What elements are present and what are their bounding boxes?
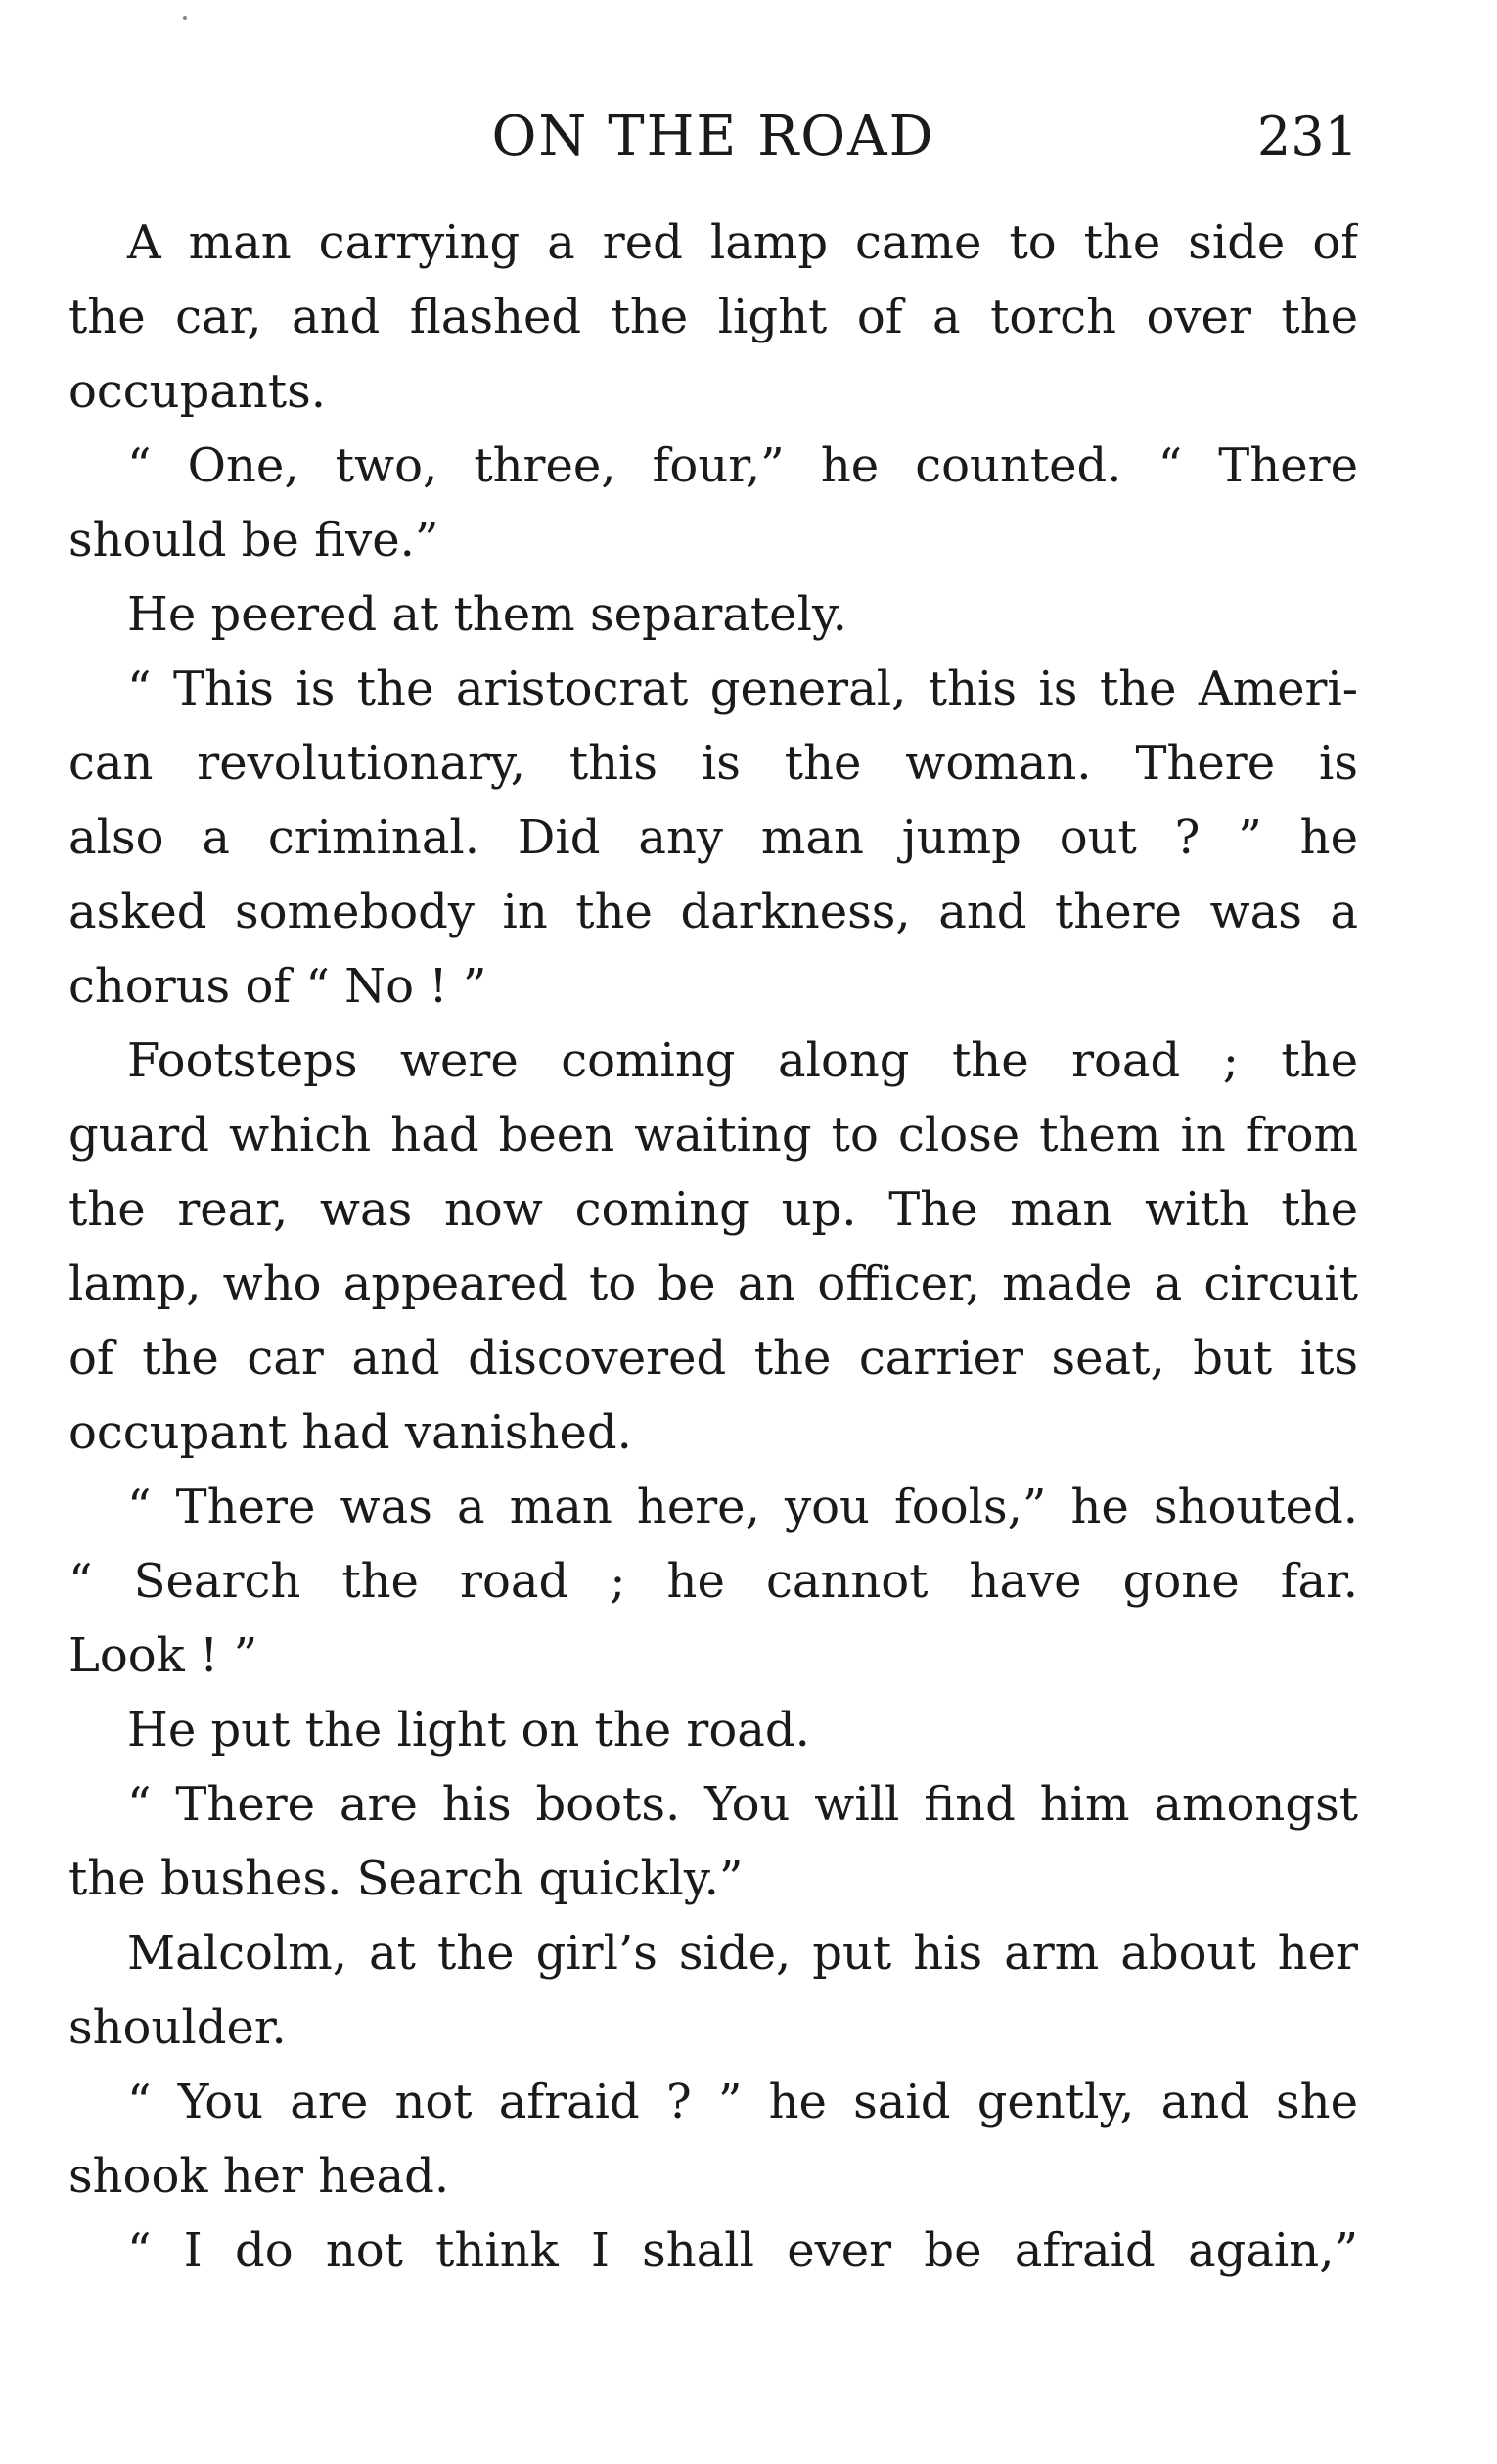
text-line: “ There was a man here, you fools,” he shouted. [127,1480,1358,1534]
text-line: the rear, was now coming up. The man with the [68,1182,1358,1237]
text-line: asked somebody in the darkness, and there was a [68,885,1358,939]
page-header [68,98,1358,176]
text-line: of the car and discovered the carrier seat, but its [68,1331,1358,1386]
text-line: “ One, two, three, four,” he counted. “ There [127,438,1358,493]
text-line: occupants. [68,364,327,419]
text-line: lamp, who appeared to be an officer, made a circuit [68,1256,1358,1311]
text-line: shook her head. [68,2149,450,2204]
text-line: the bushes. Search quickly.” [68,1851,744,1906]
text-line: “ Search the road ; he cannot have gone far. [68,1554,1358,1609]
text-line: should be five.” [68,513,439,568]
body-text [68,205,1358,2288]
stray-ink-dot [183,16,187,20]
text-line: “ This is the aristocrat general, this is the Ameri- [127,662,1358,716]
text-line: the car, and flashed the light of a torch over the [68,290,1358,344]
text-line: occupant had vanished. [68,1405,632,1460]
text-line: also a criminal. Did any man jump out ? ” he [68,810,1358,865]
text-line: guard which had been waiting to close them in from [68,1108,1358,1163]
text-line: He peered at them separately. [127,587,847,642]
text-line: Footsteps were coming along the road ; the [127,1033,1358,1088]
text-line: can revolutionary, this is the woman. There is [68,736,1358,791]
text-line: A man carrying a red lamp came to the side of [127,215,1358,270]
text-line: “ There are his boots. You will find him amongst [127,1777,1358,1832]
page-number: 231 [1256,106,1358,167]
text-line: “ I do not think I shall ever be afraid again,” [127,2223,1358,2278]
text-line: shoulder. [68,2000,287,2055]
running-title: ON THE ROAD [491,105,935,168]
text-line: Look ! ” [68,1628,258,1683]
text-line: Malcolm, at the girl’s side, put his arm about her [127,1926,1358,1981]
text-line: “ You are not afraid ? ” he said gently, and she [127,2075,1358,2129]
text-line: He put the light on the road. [127,1703,810,1757]
text-line: chorus of “ No ! ” [68,959,487,1014]
